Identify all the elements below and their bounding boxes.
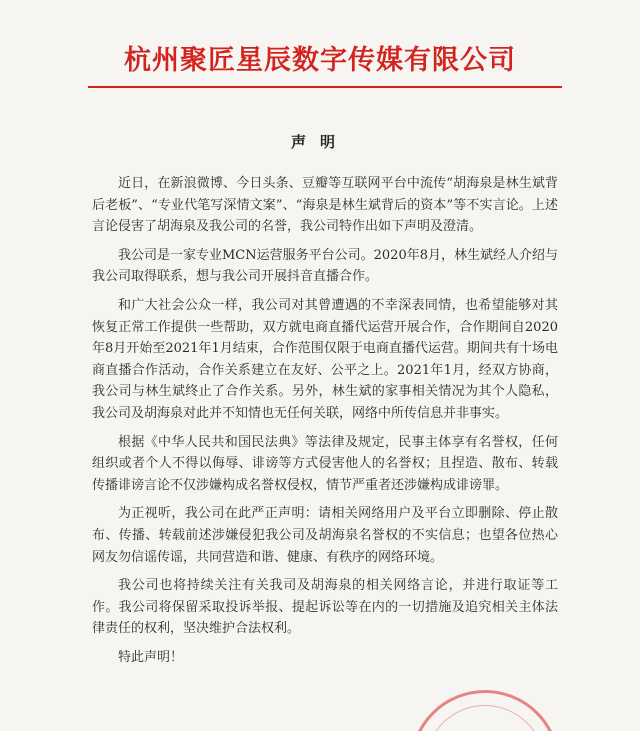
paragraph-cooperation-details: 和广大社会公众一样，我公司对其曾遭遇的不幸深表同情，也希望能够对其恢复正常工作提供一些帮助，双方就电商直播代运营开展合作，合作期间自2020年8月开始至2021年1月结束，合作范围仅限于电商直播代运营。期间共有十场电商直播合作活动，合作关系建立在友好、公平之上。2021年1月，经双方协商，我公司与林生斌终止了合作关系。另外，林生斌的家事相关情况为其个人隐私，我公司及胡海泉对此并不知情也无任何关联，网络中所传信息并非事实。 [92,297,558,421]
document-title: 声明 [290,133,349,151]
letterhead-divider [88,86,562,88]
letterhead-company-name: 杭州聚匠星辰数字传媒有限公司 [124,45,516,76]
company-seal-stamp [410,690,560,731]
paragraph-company-background: 我公司是一家专业MCN运营服务平台公司。2020年8月，林生斌经人介绍与我公司取得联系，想与我公司开展抖音直播合作。 [92,247,558,285]
paragraph-legal-basis: 根据《中华人民共和国民法典》等法律及规定，民事主体享有名誉权，任何组织或者个人不得以侮辱、诽谤等方式侵害他人的名誉权；且捏造、散布、转载传播诽谤言论不仅涉嫌构成名誉权侵权，情节严重者还涉嫌构成诽谤罪。 [92,434,558,493]
seal-inner-ring [425,705,545,731]
closing-line: 特此声明！ [118,649,184,665]
paragraph-solemn-statement: 为正视听，我公司在此严正声明：请相关网络用户及平台立即删除、停止散布、传播、转载前述涉嫌侵犯我公司及胡海泉名誉权的不实信息；也望各位热心网友勿信谣传谣，共同营造和谐、健康、有秩序的网络环境。 [92,506,558,565]
paragraph-intro: 近日，在新浪微博、今日头条、豆瓣等互联网平台中流传“胡海泉是林生斌背后老板”、“专业代笔写深情文案”、“海泉是林生斌背后的资本”等不实言论。上述言论侵害了胡海泉及我公司的名誉，我公司特作出如下声明及澄清。 [92,176,558,235]
paragraph-reservation-of-rights: 我公司也将持续关注有关我司及胡海泉的相关网络言论，并进行取证等工作。我公司将保留采取投诉举报、提起诉讼等在内的一切措施及追究相关主体法律责任的权利，坚决维护合法权利。 [92,578,558,637]
document-body [92,173,558,675]
